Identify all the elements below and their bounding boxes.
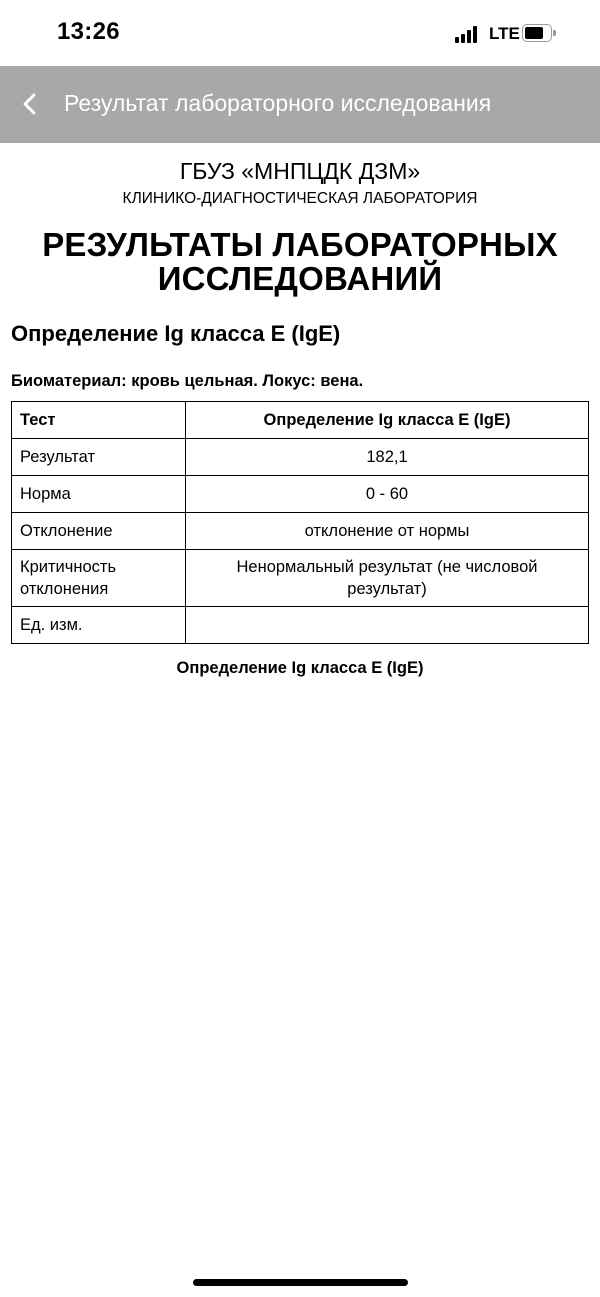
result-value: 182,1 bbox=[186, 439, 589, 476]
criticality-value bbox=[186, 550, 589, 607]
value-line: Ненормальный результат (не числовой bbox=[236, 558, 538, 576]
deviation-value: отклонение от нормы bbox=[186, 513, 589, 550]
table-cell-label: Норма bbox=[12, 476, 186, 513]
laboratory-name: КЛИНИКО-ДИАГНОСТИЧЕСКАЯ ЛАБОРАТОРИЯ bbox=[122, 190, 478, 207]
table-row bbox=[12, 513, 589, 550]
norm-value: 0 - 60 bbox=[186, 476, 589, 513]
back-button[interactable] bbox=[14, 86, 50, 122]
results-table bbox=[11, 401, 589, 644]
report-title bbox=[0, 228, 600, 296]
label-line: отклонения bbox=[20, 580, 109, 598]
chevron-left-icon bbox=[14, 86, 50, 122]
report-title-line1: РЕЗУЛЬТАТЫ ЛАБОРАТОРНЫХ bbox=[42, 226, 558, 263]
unit-value bbox=[186, 607, 589, 644]
app-header bbox=[0, 66, 600, 143]
organization-name: ГБУЗ «МНПЦДК ДЗМ» bbox=[179, 158, 421, 184]
battery-icon bbox=[522, 24, 556, 42]
table-row bbox=[12, 607, 589, 644]
status-bar bbox=[0, 0, 600, 66]
table-cell-label: Тест bbox=[12, 402, 186, 439]
network-type: LTE bbox=[489, 24, 520, 43]
signal-icon bbox=[455, 25, 485, 43]
label-line: Критичность bbox=[20, 558, 117, 576]
table-caption: Определение Ig класса E (IgE) bbox=[176, 659, 424, 677]
table-cell-label: Ед. изм. bbox=[12, 607, 186, 644]
table-row bbox=[12, 439, 589, 476]
table-cell-value: Определение Ig класса E (IgE) bbox=[186, 402, 589, 439]
biomaterial-info: Биоматериал: кровь цельная. Локус: вена. bbox=[11, 372, 364, 390]
test-title: Определение Ig класса E (IgE) bbox=[11, 321, 341, 346]
table-row bbox=[12, 550, 589, 607]
report-title-line2: ИССЛЕДОВАНИЙ bbox=[157, 260, 443, 297]
value-line: результат) bbox=[347, 580, 427, 598]
home-indicator[interactable] bbox=[193, 1279, 408, 1286]
page-title: Результат лабораторного исследования bbox=[64, 90, 492, 116]
table-cell-label: Отклонение bbox=[12, 513, 186, 550]
status-time: 13:26 bbox=[57, 18, 120, 45]
table-cell-label: Результат bbox=[12, 439, 186, 476]
table-cell-label bbox=[12, 550, 186, 607]
table-header-row bbox=[12, 402, 589, 439]
table-row bbox=[12, 476, 589, 513]
